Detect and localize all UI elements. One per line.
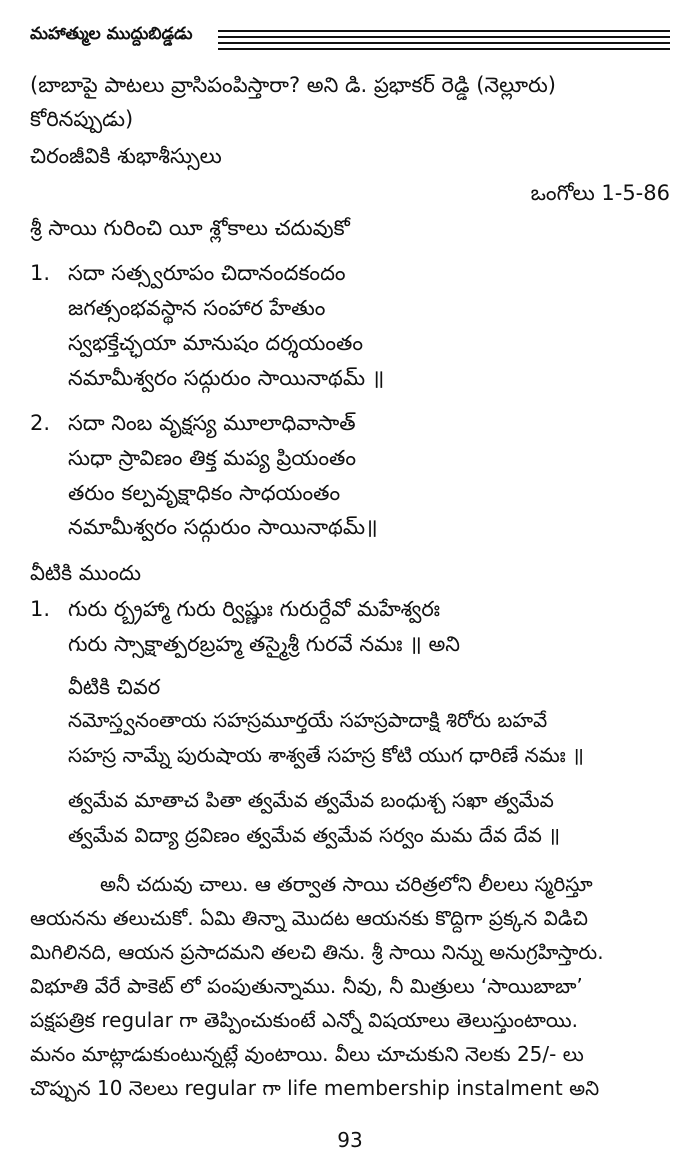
verse-1-number: 1. <box>30 261 51 285</box>
place-date: ఒంగోలు 1-5-86 <box>530 181 670 205</box>
after-label: వీటికి చివర <box>68 675 161 699</box>
verse-2-line: నమామీశ్వరం సద్గురుం సాయినాథమ్॥ <box>68 515 378 539</box>
verse-3-line: గురు ర్బ్రహ్మా గురు ర్విష్ణుః గురుర్దేవో మహేశ్వరః <box>68 597 441 621</box>
verse-5-line: త్వమేవ మాతాచ పితా త్వమేవ త్వమేవ బంధుశ్చ సఖా త్వమేవ <box>68 788 554 812</box>
page-number: 93 <box>337 1128 363 1152</box>
verse-1-line: నమామీశ్వరం సద్గురుం సాయినాథమ్ ॥ <box>68 366 385 390</box>
before-label: వీటికి ముందు <box>30 561 142 585</box>
header-rule-lines <box>218 30 670 56</box>
paragraph-line: మనం మాట్లాడుకుంటున్నట్లే వుంటాయి. వీలు చూచుకుని నెలకు 25/- లు <box>30 1042 584 1066</box>
verse-1-line: జగత్సంభవస్థాన సంహార హేతుం <box>68 296 326 320</box>
instruction: శ్రీ సాయి గురించి యీ శ్లోకాలు చదువుకో <box>30 216 350 240</box>
paragraph-line: మిగిలినది, ఆయన ప్రసాదమని తలచి తిను. శ్రీ సాయి నిన్ను అనుగ్రహిస్తారు. <box>30 940 604 964</box>
verse-3-number: 1. <box>30 597 51 621</box>
verse-4-line: సహస్ర నామ్నే పురుషాయ శాశ్వతే సహస్ర కోటి యుగ ధారిణే నమః ॥ <box>68 743 585 767</box>
verse-5-line: త్వమేవ విద్యా ద్రవిణం త్వమేవ త్వమేవ సర్వం మమ దేవ దేవ ॥ <box>68 823 561 847</box>
page-header <box>30 22 670 56</box>
paragraph-line: విభూతి వేరే పాకెట్ లో పంపుతున్నాము. నీవు, నీ మిత్రులు ‘సాయిబాబా’ <box>30 974 583 998</box>
intro-line-1: (బాబాపై పాటలు వ్రాసిపంపిస్తారా? అని డి. ప్రభాకర్ రెడ్డి (నెల్లూరు) <box>30 73 556 97</box>
paragraph-line: చొప్పున 10 నెలలు regular గా life membership instalment అని <box>30 1076 600 1100</box>
intro-line-2: కోరినప్పుడు) <box>30 107 134 131</box>
verse-3-line: గురు స్సాక్షాత్పరబ్రహ్మ తస్మైశ్రీ గురవే నమః ॥ అని <box>68 632 460 656</box>
verse-1-line: స్వభక్తేచ్ఛయా మానుషం దర్శయంతం <box>68 331 363 355</box>
verse-2-line: సదా నింబ వృక్షస్య మూలాధివాసాత్ <box>68 411 356 435</box>
running-title: మహాత్ముల ముద్దుబిడ్డడు <box>30 24 193 44</box>
verse-4-line: నమోస్త్వనంతాయ సహస్రమూర్తయే సహస్రపాదాక్షి శిరోరు బహవే <box>68 708 548 732</box>
verse-2-number: 2. <box>30 411 51 435</box>
paragraph-line: పక్షపత్రిక regular గా తెప్పించుకుంటే ఎన్నో విషయాలు తెలుస్తుంటాయి. <box>30 1008 578 1032</box>
greeting: చిరంజీవికి శుభాశీస్సులు <box>30 144 222 168</box>
verse-2-line: సుధా స్రావిణం తిక్త మప్య ప్రియంతం <box>68 446 356 470</box>
verse-1-line: సదా సత్స్వరూపం చిదానందకందం <box>68 261 346 285</box>
paragraph-line: అనీ చదువు చాలు. ఆ తర్వాత సాయి చరిత్రలోని లీలలు స్మరిస్తూ <box>100 872 593 896</box>
verse-2-line: తరుం కల్పవృక్షాధికం సాధయంతం <box>68 481 341 505</box>
paragraph-line: ఆయనను తలుచుకో. ఏమి తిన్నా మొదట ఆయనకు కొద్దిగా ప్రక్కన విడిచి <box>30 906 588 930</box>
